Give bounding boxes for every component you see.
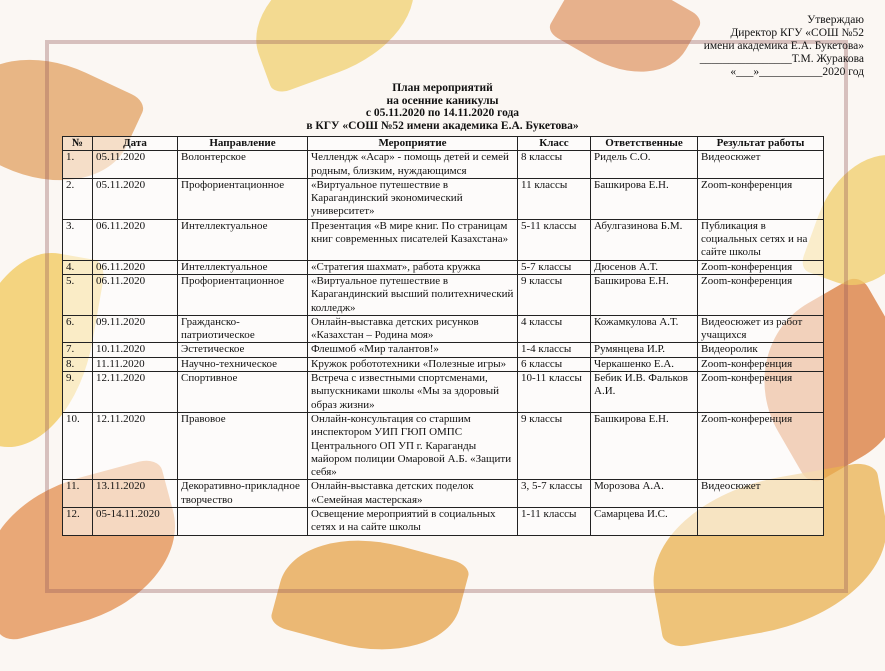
cell-event: «Виртуальное путешествие в Карагандинский высший политехнический колледж» bbox=[308, 274, 518, 315]
cell-responsible: Кожамкулова А.Т. bbox=[591, 315, 698, 343]
cell-result: Zoom-конференция bbox=[698, 274, 824, 315]
cell-direction: Эстетическое bbox=[178, 343, 308, 357]
cell-event: «Виртуальное путешествие в Карагандинский экономический университет» bbox=[308, 178, 518, 219]
cell-event: Онлайн-консультация со старшим инспектором УИП ГЮП ОМПС Центрального ОП УП г. Караганды майором полиции Омаровой А.Б. «Защити себя» bbox=[308, 412, 518, 479]
cell-event: Освещение мероприятий в социальных сетях и на сайте школы bbox=[308, 508, 518, 536]
cell-date: 05.11.2020 bbox=[93, 178, 178, 219]
cell-event: Флешмоб «Мир талантов!» bbox=[308, 343, 518, 357]
cell-date: 12.11.2020 bbox=[93, 412, 178, 479]
title-line: на осенние каникулы bbox=[386, 94, 499, 107]
cell-direction: Гражданско-патриотическое bbox=[178, 315, 308, 343]
events-table bbox=[62, 136, 824, 536]
cell-class: 3, 5-7 классы bbox=[518, 480, 591, 508]
cell-event: Кружок робототехники «Полезные игры» bbox=[308, 357, 518, 371]
table-row bbox=[63, 315, 824, 343]
cell-responsible: Румянцева И.Р. bbox=[591, 343, 698, 357]
cell-number: 9. bbox=[63, 372, 93, 413]
cell-date: 06.11.2020 bbox=[93, 260, 178, 274]
cell-number: 8. bbox=[63, 357, 93, 371]
approval-line: Директор КГУ «СОШ №52 bbox=[730, 27, 864, 39]
cell-class: 8 классы bbox=[518, 151, 591, 179]
cell-result: Zoom-конференция bbox=[698, 178, 824, 219]
cell-responsible: Ридель С.О. bbox=[591, 151, 698, 179]
column-header-direction: Направление bbox=[178, 137, 308, 151]
cell-number: 2. bbox=[63, 178, 93, 219]
approval-line: ________________Т.М. Журакова bbox=[699, 53, 864, 65]
cell-class: 9 классы bbox=[518, 412, 591, 479]
cell-result: Видеосюжет bbox=[698, 480, 824, 508]
approval-line: имени академика Е.А. Букетова» bbox=[703, 40, 864, 52]
cell-number: 4. bbox=[63, 260, 93, 274]
cell-number: 7. bbox=[63, 343, 93, 357]
cell-direction: Декоративно-прикладное творчество bbox=[178, 480, 308, 508]
cell-result: Zoom-конференция bbox=[698, 260, 824, 274]
table-row bbox=[63, 508, 824, 536]
cell-responsible: Башкирова Е.Н. bbox=[591, 178, 698, 219]
cell-class: 4 классы bbox=[518, 315, 591, 343]
cell-date: 06.11.2020 bbox=[93, 219, 178, 260]
cell-result: Публикация в социальных сетях и на сайте школы bbox=[698, 219, 824, 260]
table-row bbox=[63, 343, 824, 357]
cell-event: «Стратегия шахмат», работа кружка bbox=[308, 260, 518, 274]
cell-responsible: Бебик И.В. Фальков А.И. bbox=[591, 372, 698, 413]
cell-responsible: Башкирова Е.Н. bbox=[591, 412, 698, 479]
table-row bbox=[63, 274, 824, 315]
cell-class: 9 классы bbox=[518, 274, 591, 315]
cell-class: 10-11 классы bbox=[518, 372, 591, 413]
cell-event: Челлендж «Асар» - помощь детей и семей родным, близким, нуждающимся bbox=[308, 151, 518, 179]
approval-block bbox=[700, 14, 864, 79]
cell-responsible: Морозова А.А. bbox=[591, 480, 698, 508]
cell-result: Zoom-конференция bbox=[698, 412, 824, 479]
cell-direction: Интеллектуальное bbox=[178, 219, 308, 260]
table-row bbox=[63, 151, 824, 179]
approval-line: «___»___________2020 год bbox=[730, 66, 864, 78]
cell-date: 06.11.2020 bbox=[93, 274, 178, 315]
cell-date: 11.11.2020 bbox=[93, 357, 178, 371]
cell-number: 11. bbox=[63, 480, 93, 508]
cell-date: 10.11.2020 bbox=[93, 343, 178, 357]
cell-responsible: Абулгазинова Б.М. bbox=[591, 219, 698, 260]
cell-class: 1-11 классы bbox=[518, 508, 591, 536]
cell-class: 1-4 классы bbox=[518, 343, 591, 357]
cell-event: Онлайн-выставка детских поделок «Семейная мастерская» bbox=[308, 480, 518, 508]
cell-event: Онлайн-выставка детских рисунков «Казахстан – Родина моя» bbox=[308, 315, 518, 343]
cell-result: Видеосюжет из работ учащихся bbox=[698, 315, 824, 343]
cell-direction: Профориентационное bbox=[178, 274, 308, 315]
cell-number: 6. bbox=[63, 315, 93, 343]
cell-result bbox=[698, 508, 824, 536]
cell-direction: Спортивное bbox=[178, 372, 308, 413]
column-header-responsible: Ответственные bbox=[591, 137, 698, 151]
cell-responsible: Башкирова Е.Н. bbox=[591, 274, 698, 315]
cell-date: 13.11.2020 bbox=[93, 480, 178, 508]
cell-result: Видеосюжет bbox=[698, 151, 824, 179]
cell-date: 12.11.2020 bbox=[93, 372, 178, 413]
cell-class: 11 классы bbox=[518, 178, 591, 219]
table-row bbox=[63, 357, 824, 371]
cell-date: 09.11.2020 bbox=[93, 315, 178, 343]
column-header-number: № bbox=[63, 137, 93, 151]
title-line: с 05.11.2020 по 14.11.2020 года bbox=[365, 107, 520, 119]
cell-direction bbox=[178, 508, 308, 536]
table-row bbox=[63, 412, 824, 479]
table-row bbox=[63, 260, 824, 274]
cell-date: 05-14.11.2020 bbox=[93, 508, 178, 536]
cell-responsible: Черкашенко Е.А. bbox=[591, 357, 698, 371]
cell-number: 12. bbox=[63, 508, 93, 536]
cell-responsible: Самарцева И.С. bbox=[591, 508, 698, 536]
cell-direction: Правовое bbox=[178, 412, 308, 479]
cell-class: 5-7 классы bbox=[518, 260, 591, 274]
cell-number: 10. bbox=[63, 412, 93, 479]
cell-class: 5-11 классы bbox=[518, 219, 591, 260]
cell-responsible: Дюсенов А.Т. bbox=[591, 260, 698, 274]
title-line: План мероприятий bbox=[392, 82, 493, 94]
cell-event: Встреча с известными спортсменами, выпускниками школы «Мы за здоровый образ жизни» bbox=[308, 372, 518, 413]
approval-line: Утверждаю bbox=[807, 14, 864, 26]
table-row bbox=[63, 372, 824, 413]
cell-direction: Научно-техническое bbox=[178, 357, 308, 371]
column-header-class: Класс bbox=[518, 137, 591, 151]
column-header-result: Результат работы bbox=[698, 137, 824, 151]
column-header-event: Мероприятие bbox=[308, 137, 518, 151]
cell-result: Zoom-конференция bbox=[698, 357, 824, 371]
cell-date: 05.11.2020 bbox=[93, 151, 178, 179]
cell-direction: Профориентационное bbox=[178, 178, 308, 219]
cell-direction: Волонтерское bbox=[178, 151, 308, 179]
column-header-date: Дата bbox=[93, 137, 178, 151]
cell-class: 6 классы bbox=[518, 357, 591, 371]
table-row bbox=[63, 219, 824, 260]
cell-number: 5. bbox=[63, 274, 93, 315]
cell-result: Zoom-конференция bbox=[698, 372, 824, 413]
cell-result: Видеоролик bbox=[698, 343, 824, 357]
cell-direction: Интеллектуальное bbox=[178, 260, 308, 274]
title-line: в КГУ «СОШ №52 имени академика Е.А. Букетова» bbox=[306, 119, 579, 132]
cell-event: Презентация «В мире книг. По страницам книг современных писателей Казахстана» bbox=[308, 219, 518, 260]
cell-number: 1. bbox=[63, 151, 93, 179]
cell-number: 3. bbox=[63, 219, 93, 260]
table-row bbox=[63, 480, 824, 508]
document-title bbox=[0, 82, 885, 132]
table-row bbox=[63, 178, 824, 219]
